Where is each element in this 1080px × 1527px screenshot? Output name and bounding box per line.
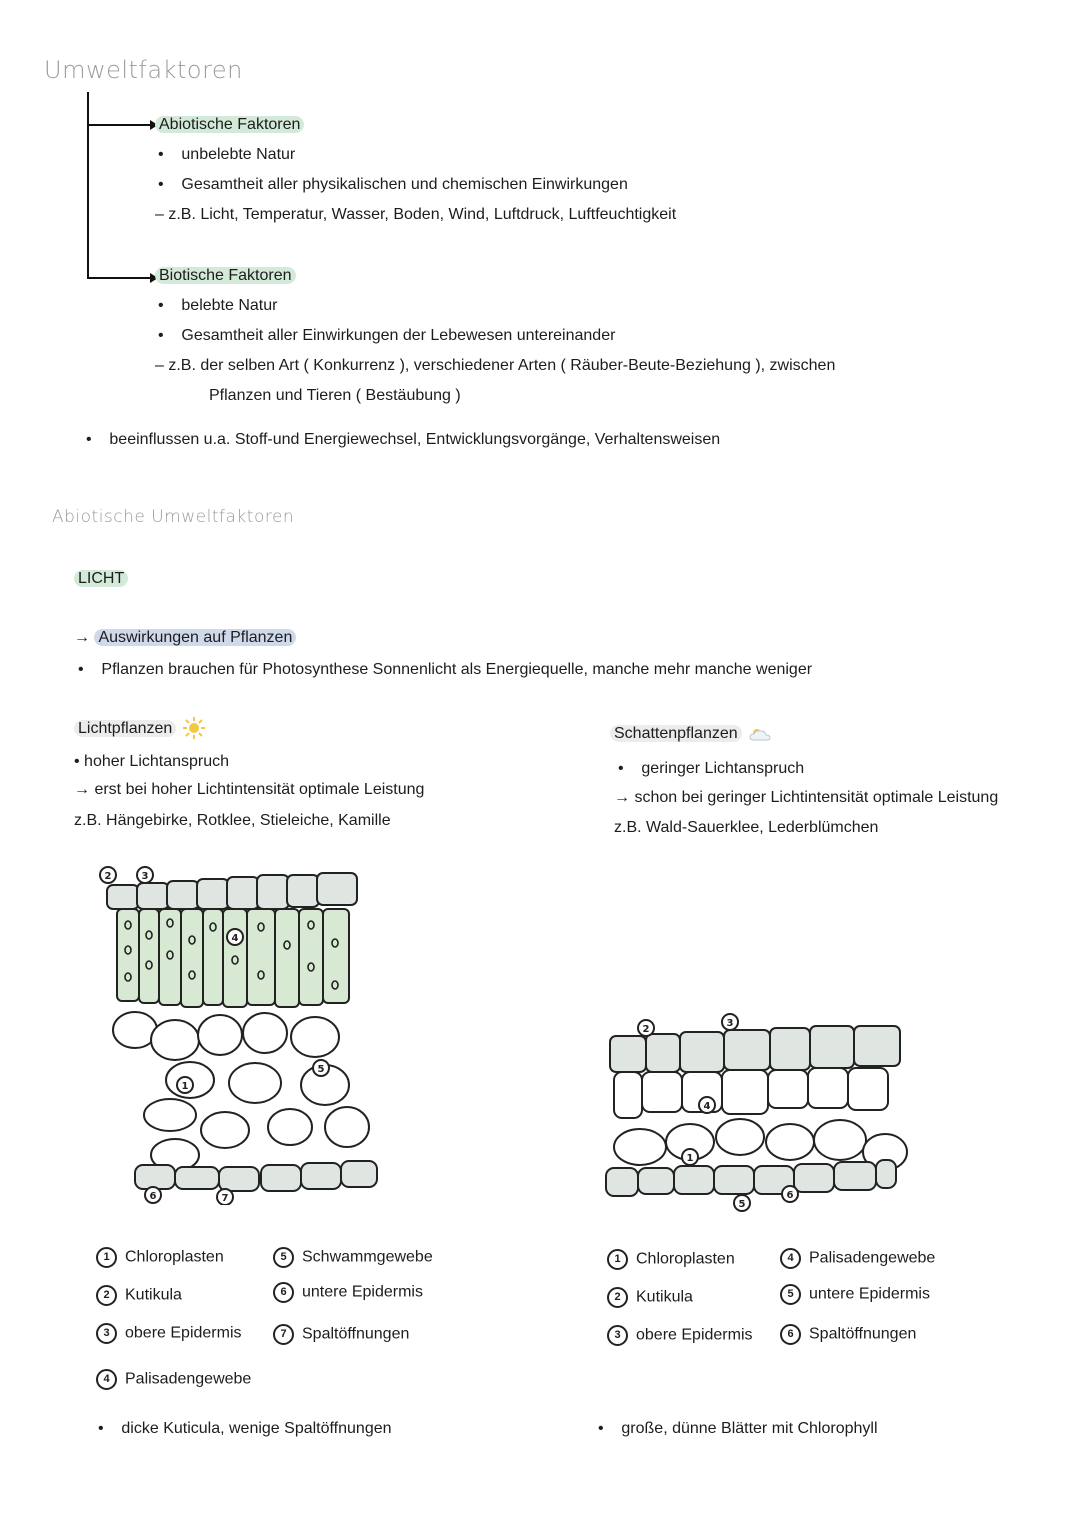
biotic-bullet-1: • belebte Natur <box>158 297 278 314</box>
influence-bullet: • beeinflussen u.a. Stoff-und Energiewechsel, Entwicklungsvorgänge, Verhaltensweisen <box>86 431 721 448</box>
legend-item: 5 Schwammgewebe <box>273 1247 433 1268</box>
label-4: 4 <box>231 933 239 944</box>
light-plants-line-1: • hoher Lichtanspruch <box>74 753 230 770</box>
biotic-example-1: – z.B. der selben Art ( Konkurrenz ), verschiedener Arten ( Räuber-Beute-Beziehung ), zwischen <box>155 357 836 374</box>
biotic-example-2: Pflanzen und Tieren ( Bestäubung ) <box>209 387 461 404</box>
legend-item: 7 Spaltöffnungen <box>273 1324 409 1345</box>
shade-plants-line-1: • geringer Lichtanspruch <box>618 760 805 777</box>
label-7: 7 <box>221 1193 229 1204</box>
label-4: 4 <box>703 1101 711 1112</box>
biotic-bullet-2: • Gesamtheit aller Einwirkungen der Lebewesen untereinander <box>158 327 616 344</box>
light-plants-note: • dicke Kuticula, wenige Spaltöffnungen <box>98 1420 392 1437</box>
light-leaf-diagram <box>95 865 395 1205</box>
legend-item: 4 Palisadengewebe <box>780 1248 935 1269</box>
label-3: 3 <box>141 871 149 882</box>
cloud-icon <box>748 725 772 743</box>
biotic-heading: Biotische Faktoren <box>155 266 296 286</box>
abiotic-heading: Abiotische Faktoren <box>155 115 304 135</box>
section-title: Abiotische Umweltfaktoren <box>52 507 295 527</box>
abiotic-bullet-1: • unbelebte Natur <box>158 146 296 163</box>
shade-plants-heading: Schattenpflanzen <box>610 724 770 744</box>
shade-plants-line-3: z.B. Wald-Sauerklee, Lederblümchen <box>614 819 879 836</box>
shade-plants-note: • große, dünne Blätter mit Chlorophyll <box>598 1420 878 1437</box>
legend-item: 1 Chloroplasten <box>607 1249 735 1270</box>
label-2: 2 <box>104 871 112 882</box>
legend-item: 1 Chloroplasten <box>96 1247 224 1268</box>
label-1: 1 <box>181 1081 189 1092</box>
effects-bullet: • Pflanzen brauchen für Photosynthese Sonnenlicht als Energiequelle, manche mehr manche weniger <box>78 661 813 678</box>
legend-item: 5 untere Epidermis <box>780 1284 930 1305</box>
legend-item: 6 untere Epidermis <box>273 1282 423 1303</box>
light-plants-line-2: → erst bei hoher Lichtintensität optimale Leistung <box>74 781 425 798</box>
label-1: 1 <box>686 1153 694 1164</box>
effects-heading: → Auswirkungen auf Pflanzen <box>74 628 296 648</box>
light-plants-line-3: z.B. Hängebirke, Rotklee, Stieleiche, Kamille <box>74 812 391 829</box>
label-5: 5 <box>317 1064 325 1075</box>
label-2: 2 <box>642 1024 650 1035</box>
shade-plants-line-2: → schon bei geringer Lichtintensität optimale Leistung <box>614 789 999 806</box>
licht-heading: LICHT <box>74 569 128 589</box>
abiotic-bullet-2: • Gesamtheit aller physikalischen und chemischen Einwirkungen <box>158 176 628 193</box>
label-6: 6 <box>786 1190 794 1201</box>
label-6: 6 <box>149 1191 157 1202</box>
shade-leaf-diagram <box>600 1012 910 1212</box>
legend-item: 6 Spaltöffnungen <box>780 1324 916 1345</box>
legend-item: 3 obere Epidermis <box>96 1323 242 1344</box>
light-plants-heading: Lichtpflanzen <box>74 718 203 740</box>
page-title: Umweltfaktoren <box>44 56 243 84</box>
abiotic-example: – z.B. Licht, Temperatur, Wasser, Boden, Wind, Luftdruck, Luftfeuchtigkeit <box>155 206 677 223</box>
label-5: 5 <box>738 1199 746 1210</box>
legend-item: 2 Kutikula <box>96 1285 182 1306</box>
legend-item: 4 Palisadengewebe <box>96 1369 251 1390</box>
legend-item: 3 obere Epidermis <box>607 1325 753 1346</box>
legend-item: 2 Kutikula <box>607 1287 693 1308</box>
label-3: 3 <box>726 1018 734 1029</box>
sun-icon <box>183 717 205 739</box>
